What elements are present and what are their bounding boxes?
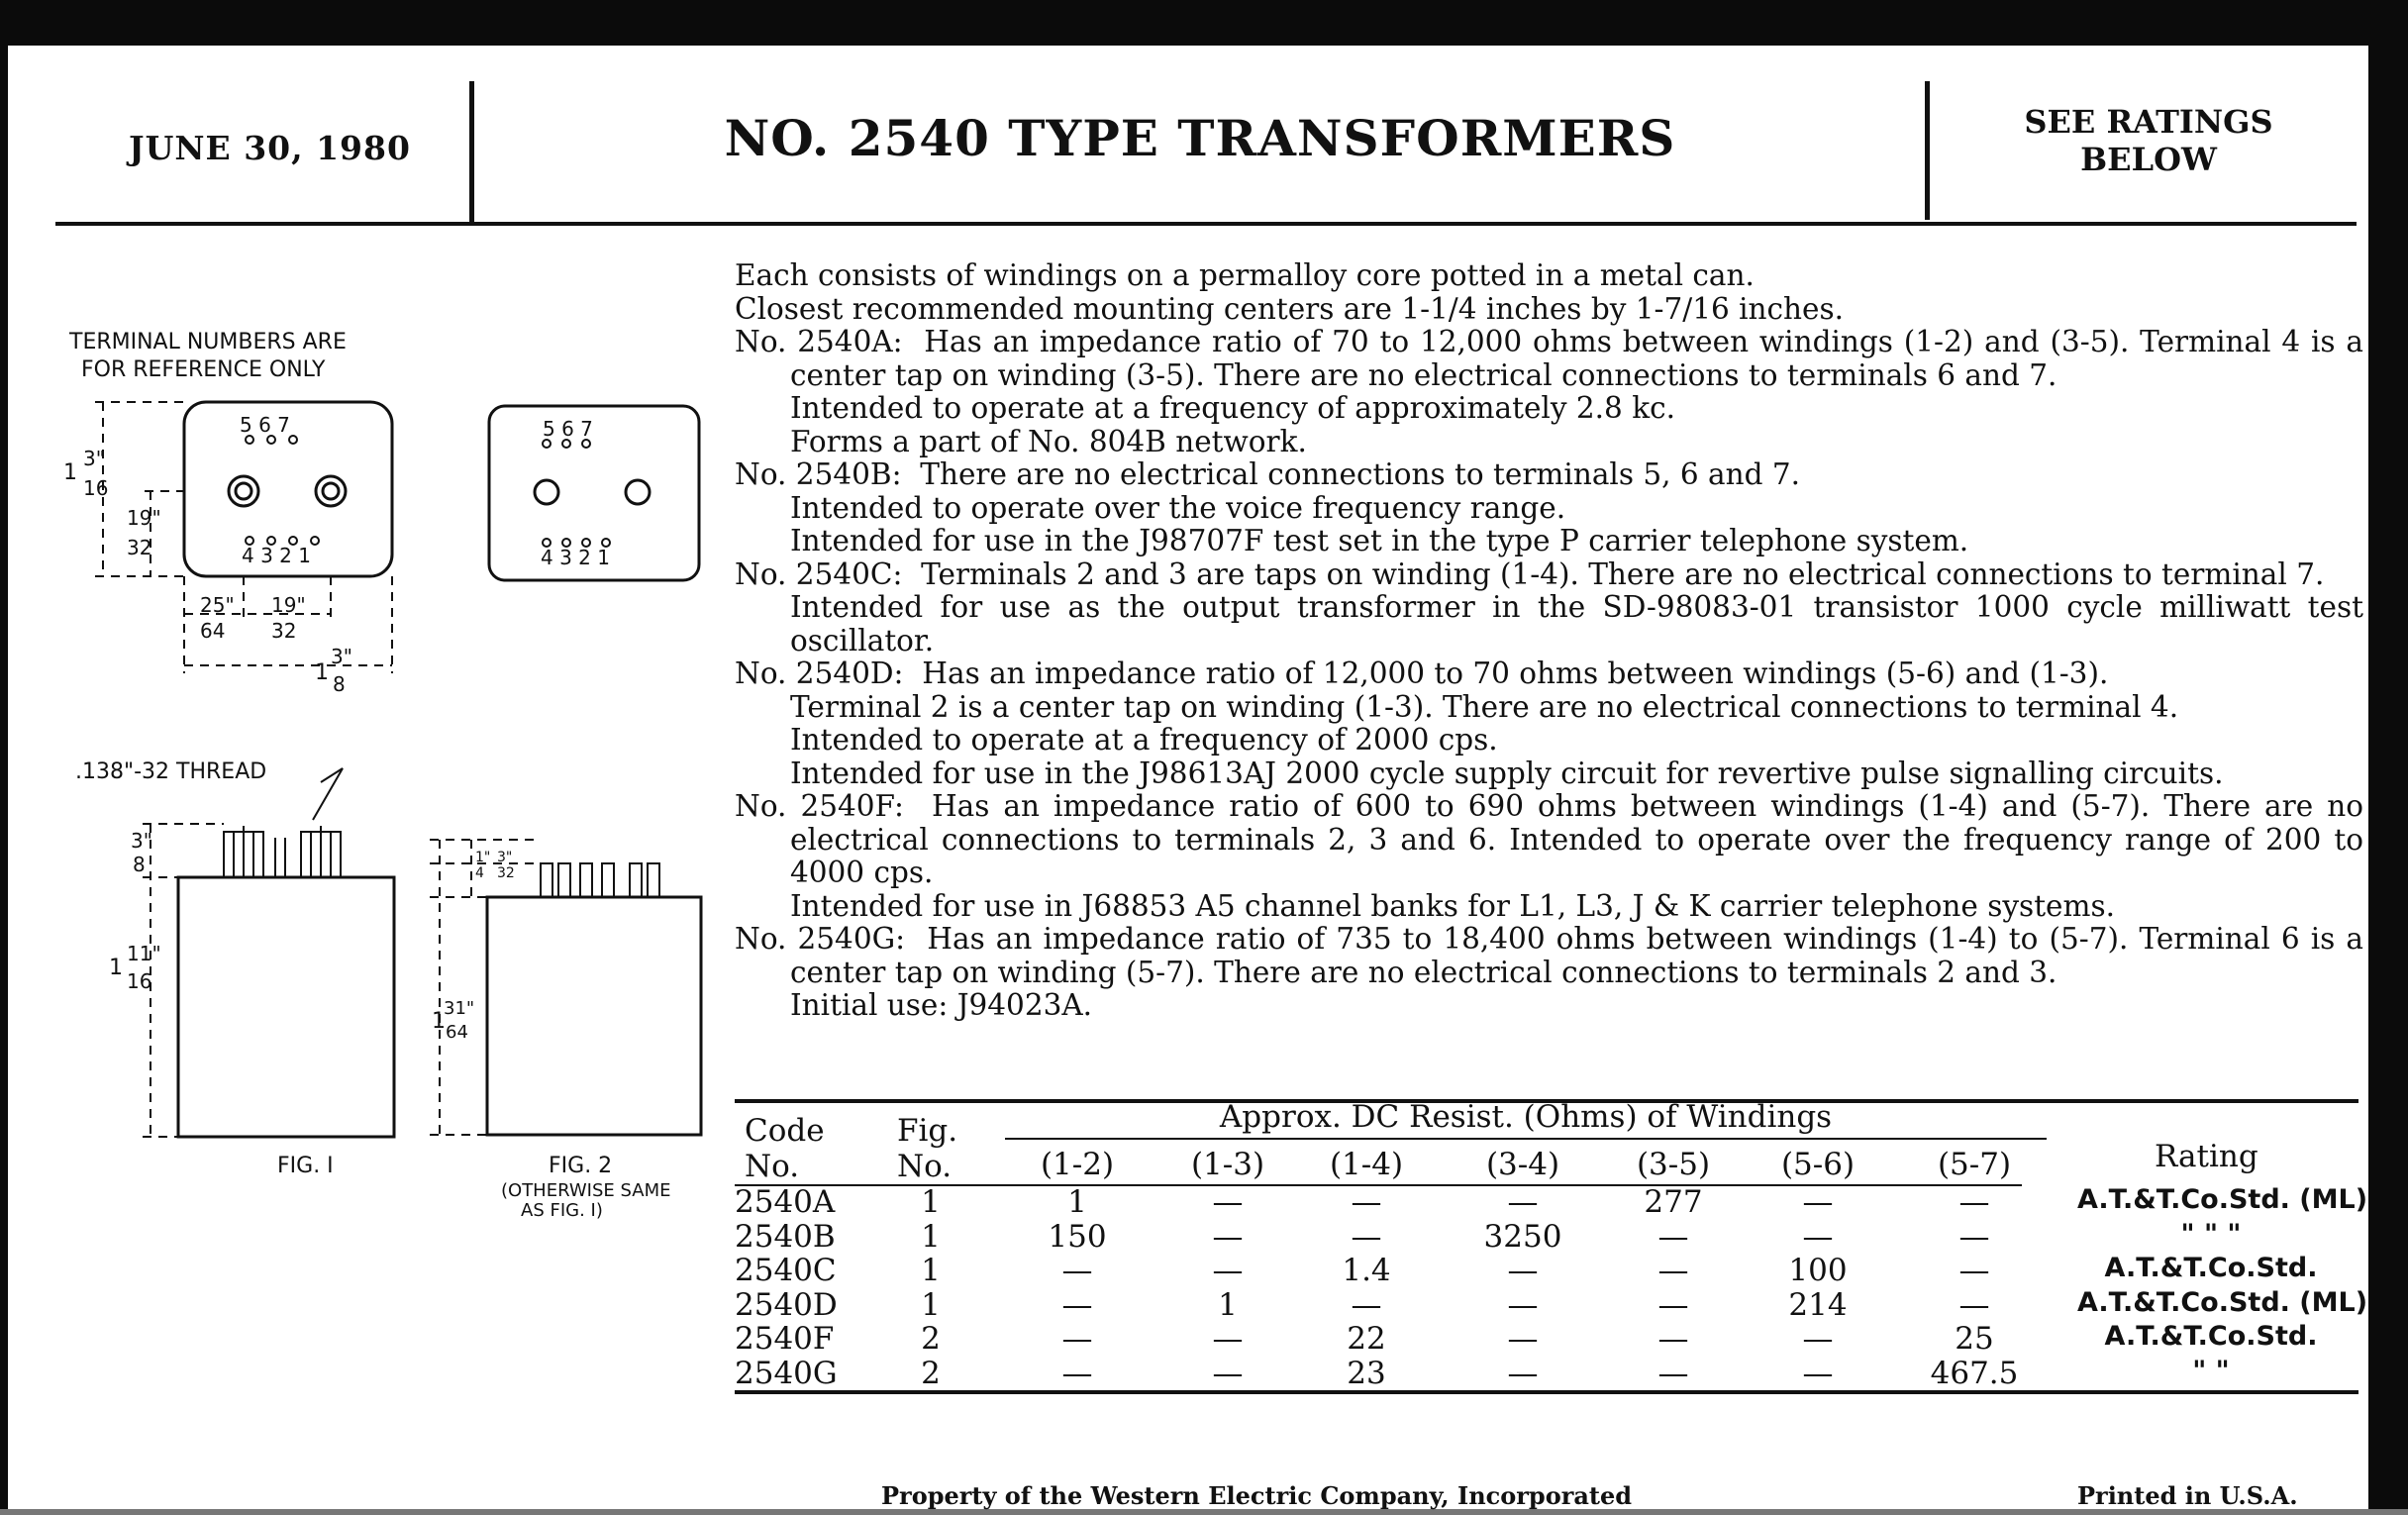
entry-2540b: [735, 458, 2363, 492]
resistance-cell: —: [1212, 1184, 1244, 1220]
dimension-label: 11": [127, 942, 161, 965]
scan-border-left: [0, 0, 8, 1515]
code-cell: 2540D: [735, 1286, 838, 1323]
entry-text: There are no electrical connections to terminals 5, 6 and 7.: [920, 457, 1801, 491]
rating-cell: A.T.&T.Co.Std. (ML): [2077, 1184, 2368, 1215]
dimension-label: 25": [200, 593, 235, 617]
entry-code: No. 2540F:: [735, 789, 904, 823]
resistance-cell: 1: [1067, 1184, 1087, 1220]
table-rule: [735, 1390, 2358, 1394]
fig2-can-outline: [487, 897, 701, 1135]
column-header-winding: (1-3): [1190, 1147, 1265, 1182]
resistance-cell: —: [1802, 1184, 1834, 1220]
terminal-labels: 4 3 2 1: [541, 546, 610, 569]
dimension-label: 19": [127, 506, 161, 530]
entry-text: Intended to operate at a frequency of approximately 2.8 kc.: [790, 391, 1675, 425]
entry-code: No. 2540A:: [735, 325, 903, 358]
column-header-winding: (5-7): [1937, 1147, 2012, 1182]
dimension-label: 3": [83, 447, 105, 470]
entry-2540d: [735, 657, 2363, 691]
resistance-cell: 23: [1347, 1355, 1386, 1391]
resistance-cell: —: [1061, 1321, 1093, 1357]
entry-text: Intended to operate at a frequency of 2000 cps.: [790, 723, 1498, 757]
resistance-cell: 467.5: [1930, 1355, 2019, 1391]
column-header-winding: (1-4): [1329, 1147, 1404, 1182]
entry-text: Forms a part of No. 804B network.: [790, 424, 1307, 458]
resistance-cell: —: [1507, 1286, 1539, 1323]
rating-cell: A.T.&T.Co.Std.: [2104, 1253, 2318, 1283]
mounting-stud-icon: [323, 483, 339, 499]
figure-label: FIG. I: [277, 1154, 334, 1178]
resistance-cell: —: [1351, 1286, 1382, 1323]
rating-cell: " " ": [2180, 1218, 2242, 1250]
ratings-note-line: SEE RATINGS: [2024, 103, 2273, 141]
column-header-code: Code: [745, 1113, 825, 1149]
resistance-cell: 1: [1218, 1286, 1238, 1323]
issue-date: JUNE 30, 1980: [129, 129, 411, 167]
footer-printed: Printed in U.S.A.: [2077, 1481, 2298, 1510]
resistance-cell: —: [1507, 1253, 1539, 1288]
fig-cell: 1: [921, 1286, 941, 1323]
dimension-label: 8: [333, 672, 346, 696]
code-cell: 2540C: [735, 1253, 837, 1288]
dimension-label: 8: [133, 853, 146, 876]
page-title: NO. 2540 TYPE TRANSFORMERS: [724, 109, 1676, 167]
entry-text: Has an impedance ratio of 12,000 to 70 ohms between windings (5-6) and (1-3).: [922, 656, 2109, 690]
dimension-label: 64: [200, 619, 226, 643]
fig1-can-outline: [178, 877, 394, 1137]
header-divider: [1925, 81, 1930, 220]
resistance-cell: —: [1657, 1286, 1689, 1323]
resistance-cell: —: [1212, 1355, 1244, 1391]
rating-cell: A.T.&T.Co.Std.: [2104, 1321, 2318, 1352]
terminal-labels: 4 3 2 1: [242, 544, 311, 567]
entry-text: Terminals 2 and 3 are taps on winding (1-4). There are no electrical connections to terminal 7.: [921, 556, 2325, 591]
dimension-label: 32: [271, 619, 297, 643]
resistance-cell: —: [1061, 1253, 1093, 1288]
footer-property: Property of the Western Electric Company, Incorporated: [881, 1481, 1633, 1510]
resistance-cell: 214: [1788, 1286, 1848, 1323]
dimension-label: 4: [475, 865, 484, 881]
description: [735, 259, 2363, 1023]
entry-2540a: [735, 326, 2363, 392]
column-header-winding: (5-6): [1780, 1147, 1856, 1182]
fig-cell: 2: [921, 1355, 941, 1391]
intro-line: Each consists of windings on a permalloy core potted in a metal can.: [735, 258, 1755, 292]
code-cell: 2540B: [735, 1218, 836, 1255]
scan-border-top: [0, 0, 2408, 46]
rating-cell: A.T.&T.Co.Std. (ML): [2077, 1286, 2368, 1318]
dimension-label: 64: [446, 1022, 468, 1043]
code-cell: 2540A: [735, 1184, 836, 1220]
entry-text: Has an impedance ratio of 70 to 12,000 ohms between windings (1-2) and (3-5). Terminal 4 is a center tap on winding (3-5). There are no electrical connections to terminals 6 and 7.: [790, 325, 2363, 392]
entry-2540c: [735, 558, 2363, 592]
resistance-cell: 277: [1644, 1184, 1703, 1220]
terminal-note: TERMINAL NUMBERS ARE: [69, 330, 347, 354]
terminal-labels: 5 6 7: [543, 417, 593, 441]
resistance-cell: —: [1061, 1355, 1093, 1391]
column-header-winding: (3-4): [1485, 1147, 1560, 1182]
resistance-cell: —: [1212, 1218, 1244, 1255]
entry-code: No. 2540G:: [735, 922, 906, 956]
ratings-note: [1965, 103, 2332, 178]
resistance-cell: 1.4: [1342, 1253, 1391, 1288]
entry-code: No. 2540B:: [735, 457, 902, 491]
mechanical-drawings: [55, 297, 729, 1248]
entry-2540f: [735, 790, 2363, 890]
resistance-cell: —: [1958, 1253, 1990, 1288]
resistance-cell: —: [1507, 1321, 1539, 1357]
resistance-cell: —: [1351, 1218, 1382, 1255]
resistance-cell: —: [1802, 1321, 1834, 1357]
dimension-label: 3": [331, 645, 352, 668]
entry-code: No. 2540D:: [735, 656, 904, 690]
resistance-cell: —: [1507, 1184, 1539, 1220]
resistance-cell: —: [1351, 1184, 1382, 1220]
column-header-code: No.: [745, 1149, 800, 1184]
column-header-winding: (3-5): [1636, 1147, 1711, 1182]
dimension-label: 1: [63, 460, 77, 485]
intro-line: Closest recommended mounting centers are 1-1/4 inches by 1-7/16 inches.: [735, 291, 1845, 326]
resistance-cell: —: [1657, 1355, 1689, 1391]
entry-text: Terminal 2 is a center tap on winding (1-3). There are no electrical connections to terminal 4.: [790, 689, 2179, 724]
entry-text: Intended to operate over the voice frequency range.: [790, 490, 1566, 525]
code-cell: 2540G: [735, 1355, 838, 1391]
resistance-cell: —: [1802, 1355, 1834, 1391]
resistance-cell: —: [1507, 1355, 1539, 1391]
resistance-cell: —: [1212, 1253, 1244, 1288]
entry-text: Intended for use in the J98613AJ 2000 cycle supply circuit for revertive pulse signalling circuits.: [790, 756, 2224, 790]
figure-note: AS FIG. I): [521, 1200, 603, 1221]
terminal-labels: 5 6 7: [240, 413, 290, 437]
figure-note: (OTHERWISE SAME: [501, 1180, 671, 1201]
fig-cell: 1: [921, 1253, 941, 1288]
dimension-label: 16: [83, 476, 109, 500]
column-header-winding: (1-2): [1040, 1147, 1115, 1182]
dimension-label: 19": [271, 593, 306, 617]
terminal-note: FOR REFERENCE ONLY: [81, 357, 326, 382]
entry-2540g: [735, 923, 2363, 989]
resistance-cell: 100: [1788, 1253, 1848, 1288]
entry-text: Intended for use in J68853 A5 channel banks for L1, L3, J & K carrier telephone systems.: [790, 888, 2116, 923]
mounting-stud-icon: [236, 483, 251, 499]
fig-cell: 2: [921, 1321, 941, 1357]
resistance-cell: —: [1657, 1218, 1689, 1255]
resistance-cell: 22: [1347, 1321, 1386, 1357]
dimension-label: 3": [131, 829, 152, 853]
column-header-rating: Rating: [2155, 1139, 2258, 1174]
ratings-note-line: BELOW: [2080, 141, 2217, 178]
dimension-label: 1: [109, 956, 123, 980]
mounting-stud-icon: [229, 476, 258, 506]
dimension-label: 32: [127, 536, 152, 559]
resistance-cell: —: [1958, 1286, 1990, 1323]
resistance-cell: —: [1061, 1286, 1093, 1323]
dimension-label: 1": [475, 850, 491, 865]
scan-border-right: [2368, 0, 2408, 1515]
column-group-header: Approx. DC Resist. (Ohms) of Windings: [1219, 1099, 1833, 1135]
column-header-fig: Fig.: [897, 1113, 958, 1149]
mounting-stud-icon: [316, 476, 346, 506]
resistance-cell: —: [1657, 1253, 1689, 1288]
dimension-label: 1: [432, 1009, 446, 1034]
thread-label: .138"-32 THREAD: [75, 759, 267, 784]
header-divider: [469, 81, 474, 222]
rating-cell: " ": [2192, 1355, 2230, 1386]
dimension-label: 16: [127, 969, 152, 993]
code-cell: 2540F: [735, 1321, 835, 1357]
entry-text: Intended for use as the output transformer in the SD-98083-01 transistor 1000 cycle milliwatt test oscillator.: [790, 590, 2363, 657]
entry-text: Initial use: J94023A.: [790, 988, 1093, 1022]
resistance-cell: —: [1657, 1321, 1689, 1357]
fig-cell: 1: [921, 1184, 941, 1220]
dimension-label: 32: [497, 865, 515, 881]
resistance-cell: —: [1958, 1184, 1990, 1220]
header-rule: [55, 222, 2357, 226]
resistance-cell: —: [1802, 1218, 1834, 1255]
fig-cell: 1: [921, 1218, 941, 1255]
column-header-fig: No.: [897, 1149, 953, 1184]
resistance-cell: 3250: [1483, 1218, 1562, 1255]
dimension-label: 3": [497, 850, 513, 865]
entry-text: Intended for use in the J98707F test set in the type P carrier telephone system.: [790, 524, 1969, 557]
entry-text: Has an impedance ratio of 600 to 690 ohms between windings (1-4) and (5-7). There are no electrical connections to terminals 2, 3 and 6. Intended to operate over the frequency range of 200 to 4000 cps.: [790, 789, 2363, 889]
table-rule: [1005, 1138, 2047, 1140]
dimension-label: 31": [444, 998, 475, 1019]
resistance-cell: 25: [1955, 1321, 1994, 1357]
resistance-cell: 150: [1048, 1218, 1107, 1255]
dimension-label: 1: [315, 660, 329, 685]
figure-label: FIG. 2: [549, 1154, 613, 1178]
resistance-cell: —: [1212, 1321, 1244, 1357]
resistance-cell: —: [1958, 1218, 1990, 1255]
entry-code: No. 2540C:: [735, 556, 903, 591]
entry-text: Has an impedance ratio of 735 to 18,400 ohms between windings (1-4) to (5-7). Terminal 6 is a center tap on winding (5-7). There are no electrical connections to terminals 2 and 3.: [790, 922, 2363, 989]
